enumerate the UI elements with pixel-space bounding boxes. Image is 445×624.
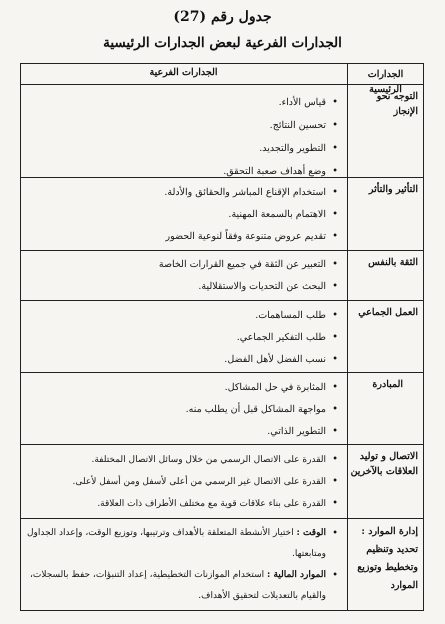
table-subtitle: الجدارات الفرعية لبعض الجدارات الرئيسية (103, 35, 342, 51)
list-item: • التعبير عن الثقة في جميع القرارات الخاصة (27, 254, 340, 276)
list-item (27, 523, 340, 565)
sub-competency-cell (21, 373, 347, 444)
sub-competency-cell (21, 445, 347, 518)
main-competency-cell: الاتصال و توليد العلاقات بالآخرين (347, 445, 423, 518)
main-competency-cell: الثقة بالنفس (347, 251, 423, 300)
sub-competency-cell (21, 85, 347, 177)
header-main-competencies: الجدارات الرئيسية (347, 64, 423, 84)
list-item: • القدرة على بناء علاقات قوية مع مختلف الأطراف ذات العلاقة. (27, 493, 340, 515)
header-sub-competencies: الجدارات الفرعية (149, 67, 218, 78)
main-competency-cell: المبادرة (347, 373, 423, 444)
main-competency-cell: التوجه نحو الإنجاز (347, 85, 423, 177)
table-number-title: جدول رقم (27) (173, 9, 272, 25)
sub-competency-cell (21, 251, 347, 300)
main-competency-cell: العمل الجماعي (347, 301, 423, 372)
main-competency-cell: التأثير والتأثر (347, 178, 423, 250)
sub-competency-cell (21, 519, 347, 610)
financial-resource-text: استخدام الموازنات التخطيطية، إعداد التنبؤات، حفظ بالسجلات، والقيام بالتعديلات لتحقيق الأهداف. (29, 570, 326, 601)
table-row (21, 300, 423, 372)
list-item: • التطوير والتجديد. (27, 137, 340, 160)
list-item: • مواجهة المشاكل قبل أن يطلب منه. (27, 399, 340, 421)
list-item: • البحث عن التحديات والاستقلالية. (27, 276, 340, 298)
list-item (27, 565, 340, 607)
list-item: • تقديم عروض متنوعة وفقاً لنوعية الحضور (27, 226, 340, 248)
list-item: • طلب التفكير الجماعي. (27, 327, 340, 349)
table-row (21, 372, 423, 444)
table-row (21, 84, 423, 177)
list-item: • وضع أهداف صعبة التحقق. (27, 160, 340, 183)
list-item: • نسب الفضل لأهل الفضل. (27, 349, 340, 371)
list-item: • تحسين النتائج. (27, 114, 340, 137)
table-row (21, 250, 423, 300)
time-resource-label: الوقت : (296, 528, 326, 538)
list-item: • القدرة على الاتصال الرسمي من خلال وسائل الاتصال المختلفة. (27, 449, 340, 471)
table-row (21, 518, 423, 610)
financial-resource-label: الموارد المالية : (266, 570, 326, 580)
time-resource-text: اختيار الأنشطة المتعلقة بالأهداف وترتيبها، وتوزيع الوقت، وإعداد الجداول ومتابعتها. (27, 528, 326, 559)
table-row (21, 444, 423, 518)
list-item: • التطوير الذاتي. (27, 421, 340, 443)
list-item: • المثابرة في حل المشاكل. (27, 377, 340, 399)
sub-competency-cell (21, 178, 347, 250)
main-competency-cell: إدارة الموارد : تحديد وتنظيم وتخطيط وتوزيع الموارد (347, 519, 423, 610)
list-item: • الاهتمام بالسمعة المهنية. (27, 204, 340, 226)
competencies-table (20, 63, 424, 611)
list-item: • استخدام الإقناع المباشر والحقائق والأدلة. (27, 182, 340, 204)
list-item: • القدرة على الاتصال غير الرسمي من أعلى لأسفل ومن أسفل لأعلى. (27, 471, 340, 493)
table-row (21, 177, 423, 250)
list-item: • قياس الأداء. (27, 91, 340, 114)
sub-competency-cell (21, 301, 347, 372)
list-item: • طلب المساهمات. (27, 305, 340, 327)
table-header-row (21, 64, 423, 96)
